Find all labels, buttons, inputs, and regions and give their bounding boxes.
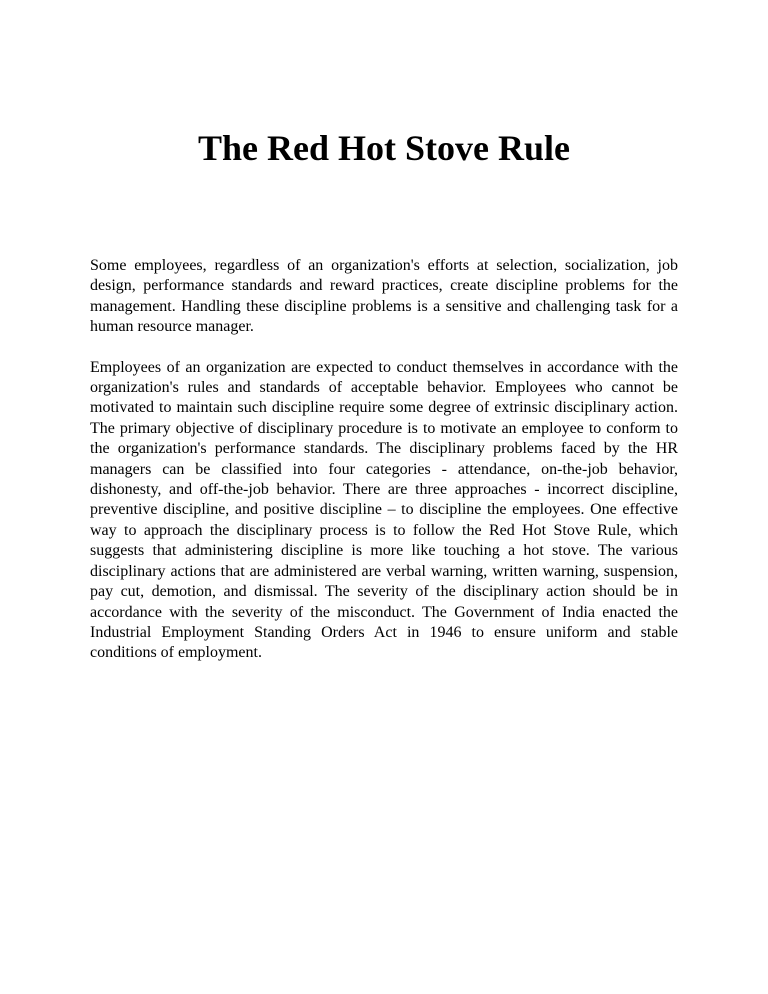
document-body — [90, 256, 678, 684]
paragraph-main: Employees of an organization are expected to conduct themselves in accordance with the organization's rules and standards of acceptable behavior. Employees who cannot be motivated to maintain such discipline require some degree of extrinsic disciplinary action. The primary objective of disciplinary procedure is to motivate an employee to conform to the organization's performance standards. The disciplinary problems faced by the HR managers can be classified into four categories - attendance, on-the-job behavior, dishonesty, and off-the-job behavior. There are three approaches - incorrect discipline, preventive discipline, and positive discipline – to discipline the employees. One effective way to approach the disciplinary process is to follow the Red Hot Stove Rule, which suggests that administering discipline is more like touching a hot stove. The various disciplinary actions that are administered are verbal warning, written warning, suspension, pay cut, demotion, and dismissal. The severity of the disciplinary action should be in accordance with the severity of the misconduct. The Government of India enacted the Industrial Employment Standing Orders Act in 1946 to ensure uniform and stable conditions of employment. — [90, 358, 678, 662]
document-title: The Red Hot Stove Rule — [198, 128, 570, 168]
paragraph-intro: Some employees, regardless of an organization's efforts at selection, socialization, job design, performance standards and reward practices, create discipline problems for the management. Handling these discipline problems is a sensitive and challenging task for a human resource manager. — [90, 257, 678, 336]
